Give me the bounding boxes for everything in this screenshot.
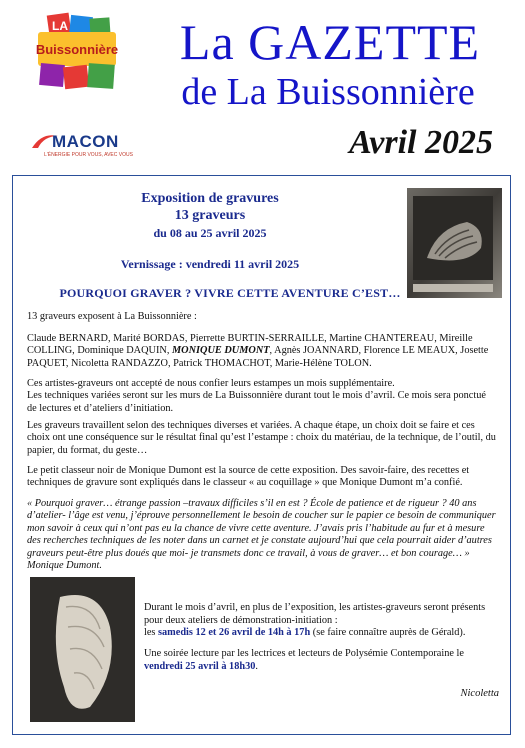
quote-paragraph: « Pourquoi graver… étrange passion –travaux difficiles s’il en est ? École de patience et de rigueur ? 40 ans d’atelier- l’âge est venu, j’éprouve personnellement le besoin de coucher sur le papier ce besoin de communiquer mon savoir à ceux qui n’ont pas eu la chance de vivre cette aventure. J’avais pris l’habitude au fur et à mesure des recherches techniques de les noter dans un carnet et je constate aujourd’hui que cela pourrait aider d’autres graveurs peut-être plus doués que moi- je transmets donc ce travail, à vous de graver… et bon courage… » Monique Dumont. (27, 498, 496, 572)
macon-tagline: L'ÉNERGIE POUR VOUS, AVEC VOUS (44, 152, 133, 158)
signature: Nicoletta (460, 688, 499, 699)
gazette-subtitle: de La Buissonnière (181, 71, 475, 113)
macon-logo-text: MACON (52, 132, 119, 151)
workshops-dates: samedis 12 et 26 avril de 14h à 17h (158, 627, 311, 639)
engraving-relief-photo (30, 577, 135, 722)
workshops-text: Durant le mois d’avril, en plus de l’exposition, les artistes-graveurs seront présents pour deux ateliers de démonstration-initiation : (144, 602, 486, 626)
artists-list-before: Claude BERNARD, Marité BORDAS, Pierrette BURTIN-SERRAILLE, Martine CHANTEREAU, Mireille COLLING, Dominique DAQUIN, (27, 333, 473, 357)
buissonniere-logo (30, 12, 130, 102)
reading-date: vendredi 25 avril à 18h30 (144, 660, 256, 672)
logo-la-text: LA (52, 19, 68, 33)
workshops-paragraph (144, 602, 494, 640)
source-paragraph: Le petit classeur noir de Monique Dumont est la source de cette exposition. Des savoir-faire, des recettes et techniques de gravure sont expliqués dans le classeur « au coquillage » que Monique Dumont m’a confié. (27, 465, 470, 489)
workshops-suffix: (se faire connaître auprès de Gérald). (310, 627, 466, 639)
logo-name-text: Buissonnière (35, 42, 119, 57)
reading-end: . (255, 660, 258, 672)
vernissage-date: Vernissage : vendredi 11 avril 2025 (120, 257, 300, 271)
issue-date: Avril 2025 (349, 124, 493, 161)
question-heading: POURQUOI GRAVER ? VIVRE CETTE AVENTURE C’EST… (59, 286, 401, 300)
expo-subtitle: 13 graveurs (174, 208, 246, 223)
loan-text: Ces artistes-graveurs ont accepté de nous confier leurs estampes un mois supplémentaire. (27, 378, 395, 389)
exhibit-text: Les techniques variées seront sur les murs de La Buissonnière durant tout le mois d’avril. Ce mois sera ponctué de lectures et d’ateliers d’initiation. (27, 390, 486, 414)
expo-heading (100, 190, 320, 224)
intro-text: 13 graveurs exposent à La Buissonnière : (27, 311, 197, 322)
workshops-prefix: les (144, 627, 159, 639)
artist-highlight: MONIQUE DUMONT (172, 345, 270, 357)
techniques-paragraph: Les graveurs travaillent selon des techniques diverses et variées. A chaque étape, un choix doit se faire et ces choix ont une conséquence sur le résultat final qu’est l’estampe : choix du matériau, de la technique, de l’outil, du papier, du format, du geste… (27, 420, 496, 456)
shell-engraving-photo (407, 188, 502, 298)
reading-text: Une soirée lecture par les lectrices et lecteurs de Polysémie Contemporaine le (144, 648, 464, 659)
reading-paragraph (144, 648, 494, 673)
artists-list (27, 333, 497, 370)
loan-paragraph (27, 378, 497, 415)
gazette-title: La GAZETTE (179, 14, 481, 70)
macon-logo (30, 130, 140, 170)
artists-list-after: , Agnès JOANNARD, Florence LE MEAUX, Josette PAQUET, Nicoletta RANDAZZO, Patrick THOMACHOT, Marie-Hélène TOLON. (27, 345, 489, 369)
expo-title: Exposition de gravures (141, 191, 279, 206)
expo-dates: du 08 au 25 avril 2025 (153, 226, 267, 240)
